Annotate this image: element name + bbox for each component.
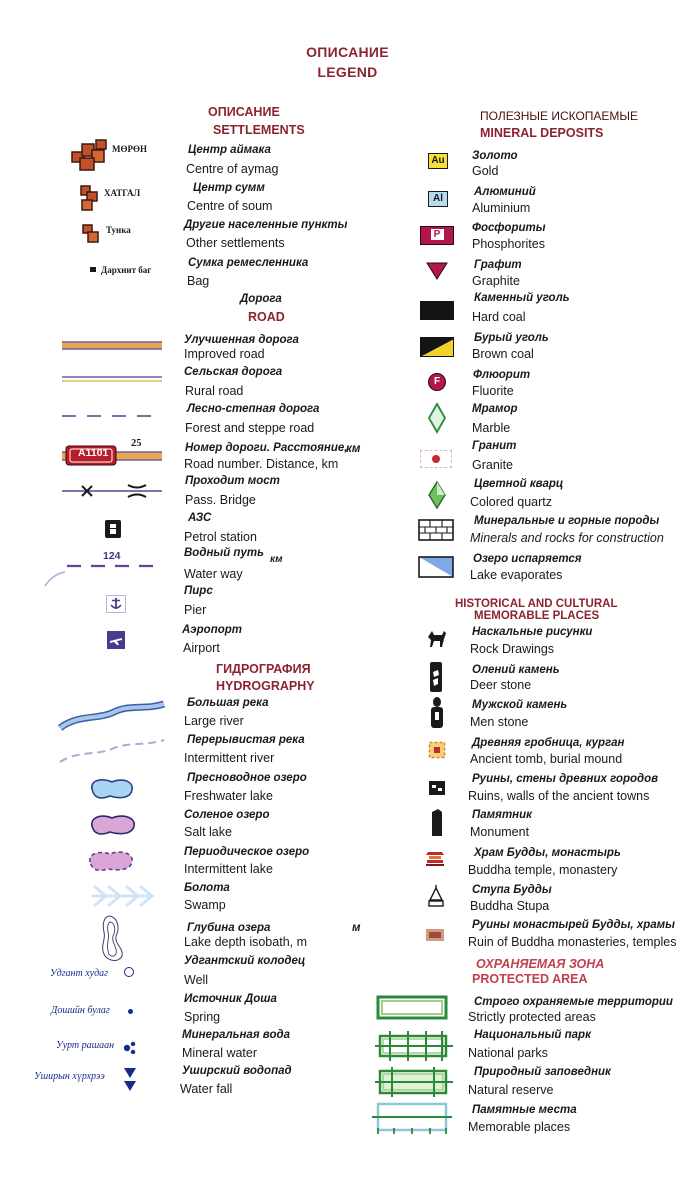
strictly-protected-icon [374, 994, 450, 1022]
hist-ruin-en: Ruin of Buddha monasteries, temples [468, 935, 677, 949]
hist-tomb-en: Ancient tomb, burial mound [470, 752, 623, 766]
hist-ruin-ru: Руины монастырей Будды, храмы [472, 919, 675, 931]
spring-label: Дошийн булаг [51, 1005, 110, 1016]
rock-drawings-icon [424, 627, 448, 651]
isobath-icon [96, 914, 130, 964]
protected-reserve-en: Natural reserve [468, 1083, 554, 1097]
mineral-fluorite-en: Fluorite [472, 384, 514, 398]
hydrography-title-en: HYDROGRAPHY [216, 679, 315, 693]
mineral-phosphorites-ru: Фосфориты [472, 222, 546, 234]
bag-icon [90, 267, 96, 272]
intermittent-river-icon [58, 738, 168, 766]
bag-label: Дархнит баг [101, 265, 152, 275]
settlement-aymag-en: Centre of aymag [186, 162, 279, 176]
mineral-phosphorites-en: Phosphorites [472, 237, 545, 251]
hist-deer-ru: Олений камень [472, 664, 560, 676]
mineral-marble-en: Marble [472, 421, 511, 435]
large-river-icon [58, 700, 168, 732]
legend-title-en: LEGEND [317, 64, 378, 80]
aymag-centre-icon [68, 138, 118, 176]
minerals-title-en: MINERAL DEPOSITS [480, 126, 604, 140]
hydro-swamp-en: Swamp [184, 898, 226, 912]
salt-lake-icon [88, 812, 138, 838]
road-waterway-unit: км [270, 554, 283, 565]
swamp-icon [92, 882, 156, 910]
mineral-marble-ru: Мрамор [472, 403, 518, 415]
hydro-isobath-unit: м [352, 922, 361, 934]
hydro-waterfall-ru: Уширский водопад [182, 1065, 292, 1077]
gold-icon: Au [428, 153, 448, 169]
road-petrol-ru: АЗС [188, 512, 212, 524]
hydro-salt-ru: Соленое озеро [184, 809, 270, 821]
road-rural-ru: Сельская дорога [184, 366, 283, 378]
hard-coal-icon [420, 301, 454, 320]
buddha-temple-icon [424, 848, 446, 868]
lake-evaporates-icon [418, 556, 454, 578]
protected-title-ru: ОХРАНЯЕМАЯ ЗОНА [476, 957, 605, 971]
mineral-gold-ru: Золото [472, 150, 518, 162]
stupa-icon [428, 884, 444, 908]
men-stone-icon [428, 696, 446, 730]
hydro-mineral-ru: Минеральная вода [182, 1029, 290, 1041]
road-code-label: A1101 [78, 447, 109, 459]
mineral-browncoal-en: Brown coal [472, 347, 534, 361]
waterway-distance-label: 124 [103, 550, 121, 562]
protected-strict-ru: Строго охраняемые территории [474, 996, 673, 1008]
rural-road-icon [62, 374, 162, 384]
mineral-rocks-en: Minerals and rocks for construction [470, 531, 664, 545]
hydro-intermittent-lake-en: Intermittent lake [184, 862, 273, 876]
mineral-lake-ru: Озеро испаряется [473, 553, 582, 565]
mineral-fluorite-ru: Флюорит [473, 369, 531, 381]
monument-icon [430, 808, 444, 838]
hist-deer-en: Deer stone [470, 678, 532, 692]
colored-quartz-icon [428, 481, 446, 509]
road-airport-ru: Аэропорт [182, 624, 242, 636]
hydro-isobath-ru: Глубина озера [187, 922, 271, 934]
national-park-icon [374, 1030, 454, 1064]
forest-steppe-road-icon [62, 412, 162, 420]
hydro-spring-ru: Источник Доша [184, 993, 277, 1005]
road-number-ru: Номер дороги. Расстояние, [185, 442, 348, 454]
road-forest-ru: Лесно-степная дорога [187, 403, 320, 415]
marble-icon [428, 403, 446, 433]
road-number-en: Road number. Distance, km [184, 457, 339, 471]
hist-monument-en: Monument [470, 825, 530, 839]
hydro-large-river-en: Large river [184, 714, 244, 728]
protected-reserve-ru: Природный заповедник [474, 1066, 611, 1078]
hist-rock-en: Rock Drawings [470, 642, 555, 656]
hydrography-title-ru: ГИДРОГРАФИЯ [216, 662, 311, 676]
settlement-other-en: Other settlements [186, 236, 285, 250]
natural-reserve-icon [374, 1066, 454, 1100]
road-airport-en: Airport [183, 641, 220, 655]
road-distance-label: 25 [131, 438, 142, 449]
mineral-granite-ru: Гранит [472, 440, 517, 452]
settlement-bag-en: Bag [187, 274, 210, 288]
mineral-water-icon [122, 1036, 138, 1056]
road-rural-en: Rural road [185, 384, 244, 398]
waterfall-icon [123, 1066, 137, 1094]
hydro-freshwater-en: Freshwater lake [184, 789, 273, 803]
mineral-aluminium-en: Aluminium [472, 201, 531, 215]
well-label: Удгант худаг [50, 968, 109, 979]
protected-park-ru: Национальный парк [474, 1029, 591, 1041]
road-bridge-ru: Проходит мост [185, 475, 280, 487]
waterway-icon [45, 560, 163, 588]
mineral-quartz-ru: Цветной кварц [474, 478, 564, 490]
hist-temple-ru: Храм Будды, монастырь [474, 847, 621, 859]
spring-icon [128, 1009, 133, 1014]
protected-strict-en: Strictly protected areas [468, 1010, 596, 1024]
protected-memorable-en: Memorable places [468, 1120, 571, 1134]
mineral-hardcoal-ru: Каменный уголь [474, 292, 570, 304]
mineral-lake-en: Lake evaporates [470, 568, 563, 582]
hydro-mineral-en: Mineral water [182, 1046, 258, 1060]
mineral-browncoal-ru: Бурый уголь [474, 332, 549, 344]
mineral-graphite-en: Graphite [472, 274, 520, 288]
protected-memorable-ru: Памятные места [472, 1104, 577, 1116]
road-title-ru: Дорога [240, 293, 282, 305]
phosphorites-icon [420, 226, 454, 245]
hist-tomb-ru: Древняя гробница, курган [472, 737, 625, 749]
hydro-swamp-ru: Болота [184, 882, 230, 894]
settlement-soum-ru: Центр сумм [193, 182, 265, 194]
graphite-icon [426, 262, 448, 280]
hydro-intermittent-river-en: Intermittent river [184, 751, 275, 765]
brown-coal-icon [420, 337, 454, 357]
hydro-spring-en: Spring [184, 1010, 221, 1024]
monastery-ruin-icon [424, 927, 446, 943]
settlements-title-ru: ОПИСАНИЕ [208, 105, 280, 119]
hydro-well-ru: Удгантский колодец [184, 955, 306, 967]
mineral-quartz-en: Colored quartz [470, 495, 552, 509]
settlement-aymag-ru: Центр аймака [188, 144, 271, 156]
road-improved-ru: Улучшенная дорога [184, 334, 299, 346]
road-pier-en: Pier [184, 603, 207, 617]
other-settlement-icon [80, 222, 104, 246]
minerals-title-ru: ПОЛЕЗНЫЕ ИСКОПАЕМЫЕ [480, 109, 639, 123]
road-number-unit: км [346, 443, 361, 455]
waterfall-label: Уширын хүрхрээ [34, 1071, 105, 1082]
hydro-intermittent-lake-ru: Периодическое озеро [184, 846, 310, 858]
other-settlement-label: Тунка [106, 225, 131, 235]
protected-park-en: National parks [468, 1046, 548, 1060]
mineral-hardcoal-en: Hard coal [472, 310, 526, 324]
settlements-title-en: SETTLEMENTS [213, 123, 305, 137]
road-title-en: ROAD [248, 310, 285, 324]
settlement-bag-ru: Сумка ремесленника [188, 257, 309, 269]
hydro-isobath-en: Lake depth isobath, m [184, 935, 307, 949]
well-icon [124, 967, 134, 977]
granite-dot [432, 455, 440, 463]
construction-rocks-icon [418, 519, 454, 541]
road-bridge-en: Pass. Bridge [185, 493, 256, 507]
fluorite-icon: F [428, 373, 446, 391]
hydro-well-en: Well [184, 973, 209, 987]
mineral-graphite-ru: Графит [474, 259, 522, 271]
intermittent-lake-icon [86, 848, 138, 874]
ancient-tomb-icon [428, 741, 446, 759]
mineral-gold-en: Gold [472, 164, 499, 178]
road-number-icon [62, 440, 162, 468]
bridge-icon [62, 482, 162, 500]
freshwater-lake-icon [88, 776, 136, 802]
protected-title-en: PROTECTED AREA [472, 972, 588, 986]
deer-stone-icon [428, 660, 444, 694]
aluminium-icon: Al [428, 191, 448, 207]
historical-title-line1: HISTORICAL AND CULTURAL [455, 598, 618, 610]
hist-men-en: Men stone [470, 715, 529, 729]
hydro-large-river-ru: Большая река [187, 697, 269, 709]
petrol-station-icon [105, 520, 121, 538]
hist-ruins-en: Ruins, walls of the ancient towns [468, 789, 650, 803]
hydro-intermittent-river-ru: Перерывистая река [187, 734, 305, 746]
mineral-rocks-ru: Минеральные и горные породы [474, 515, 660, 527]
road-petrol-en: Petrol station [184, 530, 257, 544]
hist-temple-en: Buddha temple, monastery [468, 863, 618, 877]
road-waterway-ru: Водный путь [184, 547, 264, 559]
road-waterway-en: Water way [184, 567, 243, 581]
settlement-other-ru: Другие населенные пункты [184, 219, 348, 231]
hist-stupa-ru: Ступа Будды [472, 884, 552, 896]
hist-rock-ru: Наскальные рисунки [472, 626, 593, 638]
mineral-granite-en: Granite [472, 458, 513, 472]
memorable-places-icon [370, 1100, 454, 1136]
improved-road-icon [62, 338, 162, 354]
road-pier-ru: Пирс [184, 585, 213, 597]
hydro-freshwater-ru: Пресноводное озеро [187, 772, 307, 784]
mineral-aluminium-ru: Алюминий [474, 186, 536, 198]
aymag-label: МӨРӨН [112, 144, 147, 154]
phosphorites-code: P [431, 229, 444, 240]
hist-men-ru: Мужской камень [472, 699, 568, 711]
hydro-salt-en: Salt lake [184, 825, 232, 839]
hist-monument-ru: Памятник [472, 809, 532, 821]
road-improved-en: Improved road [184, 347, 265, 361]
soum-centre-icon [78, 182, 102, 214]
historical-title-line2: MEMORABLE PLACES [474, 610, 600, 622]
mineral-water-label: Уурт рашаан [56, 1040, 115, 1051]
soum-label: ХАТГАЛ [104, 188, 141, 198]
road-forest-en: Forest and steppe road [185, 421, 315, 435]
legend-title-ru: ОПИСАНИЕ [306, 44, 389, 60]
hist-ruins-ru: Руины, стены древних городов [472, 773, 659, 785]
hist-stupa-en: Buddha Stupa [470, 899, 550, 913]
ruins-icon [428, 780, 446, 796]
pier-icon [106, 595, 126, 613]
airport-icon [107, 631, 125, 649]
settlement-soum-en: Centre of soum [187, 199, 273, 213]
hydro-waterfall-en: Water fall [180, 1082, 233, 1096]
granite-icon [420, 450, 452, 468]
